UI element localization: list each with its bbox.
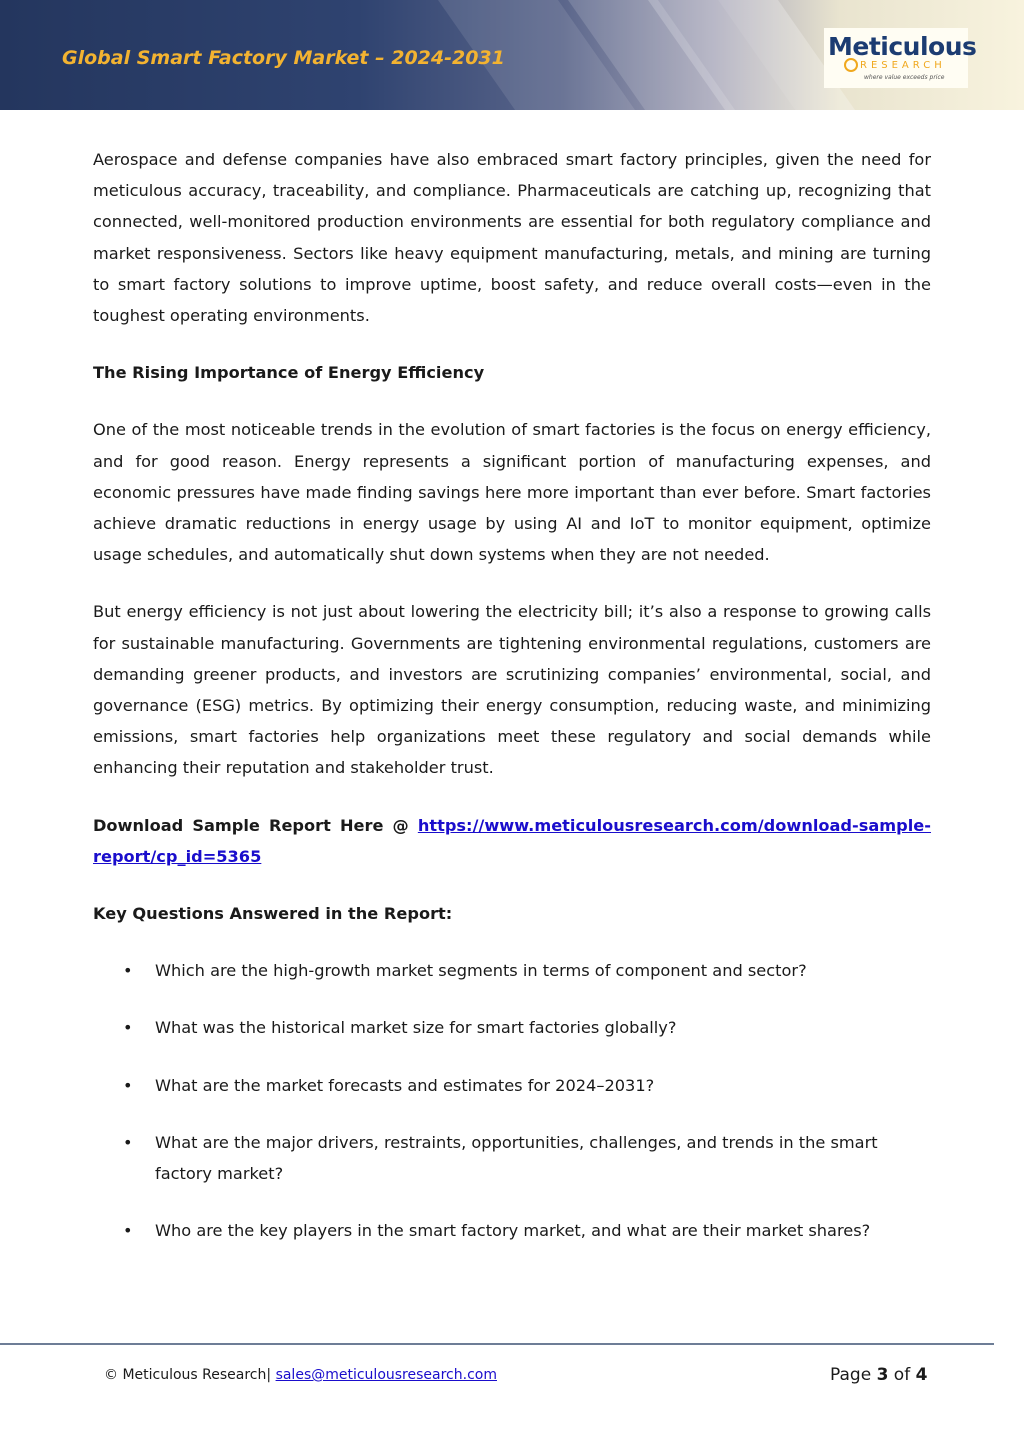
footer-divider: [0, 1343, 994, 1345]
list-item: • Which are the high-growth market segments in terms of component and sector?: [93, 955, 931, 986]
company-logo: [824, 28, 977, 88]
bullet-icon: •: [123, 1075, 133, 1095]
list-item: • What are the major drivers, restraints, opportunities, challenges, and trends in the smart factory market?: [93, 1127, 931, 1189]
logo-sub-text: RESEARCH: [860, 60, 946, 71]
document-title: Global Smart Factory Market – 2024-2031: [62, 47, 505, 69]
paragraph-energy-trend: One of the most noticeable trends in the evolution of smart factories is the focus on energy efficiency, and for good reason. Energy represents a significant portion of manufacturing expenses, and economic pressures have made finding savings here more important than ever before. Smart factories achieve dramatic reductions in energy usage by using AI and IoT to monitor equipment, optimize usage schedules, and automatically shut down systems when they are not needed.: [93, 420, 931, 565]
magnifier-icon: [844, 58, 858, 72]
page-content: [93, 144, 931, 1272]
logo-tagline: where value exceeds price: [864, 74, 945, 81]
list-item: • What was the historical market size for smart factories globally?: [93, 1012, 931, 1043]
download-sample-link[interactable]: https://www.meticulousresearch.com/download-sample-report/cp_id=5365: [93, 815, 931, 866]
list-item: • Who are the key players in the smart factory market, and what are their market shares?: [93, 1215, 931, 1246]
section-heading-energy: The Rising Importance of Energy Efficiency: [93, 363, 485, 383]
paragraph-industries: Aerospace and defense companies have also embraced smart factory principles, given the need for meticulous accuracy, traceability, and compliance. Pharmaceuticals are catching up, recognizing that connected, well-monitored production environments are essential for both regulatory compliance and market responsiveness. Sectors like heavy equipment manufacturing, metals, and mining are turning to smart factory solutions to improve uptime, boost safety, and reduce overall costs—even in the toughest operating environments.: [93, 150, 931, 326]
download-label: Download Sample Report Here @: [93, 815, 418, 835]
bullet-icon: •: [123, 961, 133, 981]
list-item: • What are the market forecasts and estimates for 2024–2031?: [93, 1070, 931, 1101]
logo-main-text: Meticulous: [828, 32, 977, 61]
section-heading-questions: Key Questions Answered in the Report:: [93, 904, 453, 924]
bullet-icon: •: [123, 1221, 133, 1241]
paragraph-sustainability: But energy efficiency is not just about lowering the electricity bill; it’s also a response to growing calls for sustainable manufacturing. Governments are tightening environmental regulations, customers are demanding greener products, and investors are scrutinizing companies’ environmental, social, and governance (ESG) metrics. By optimizing their energy consumption, reducing waste, and minimizing emissions, smart factories help organizations meet these regulatory and social demands while enhancing their reputation and stakeholder trust.: [93, 602, 931, 778]
key-questions-list: [93, 955, 931, 1246]
bullet-icon: •: [123, 1132, 133, 1152]
download-sample-line: [93, 810, 931, 872]
page-header: [0, 0, 1024, 110]
email-link[interactable]: sales@meticulousresearch.com: [275, 1367, 497, 1383]
bullet-icon: •: [123, 1018, 133, 1038]
page-number: Page 3 of 4: [830, 1365, 928, 1385]
footer-copyright: © Meticulous Research| sales@meticulousresearch.com: [104, 1367, 497, 1383]
